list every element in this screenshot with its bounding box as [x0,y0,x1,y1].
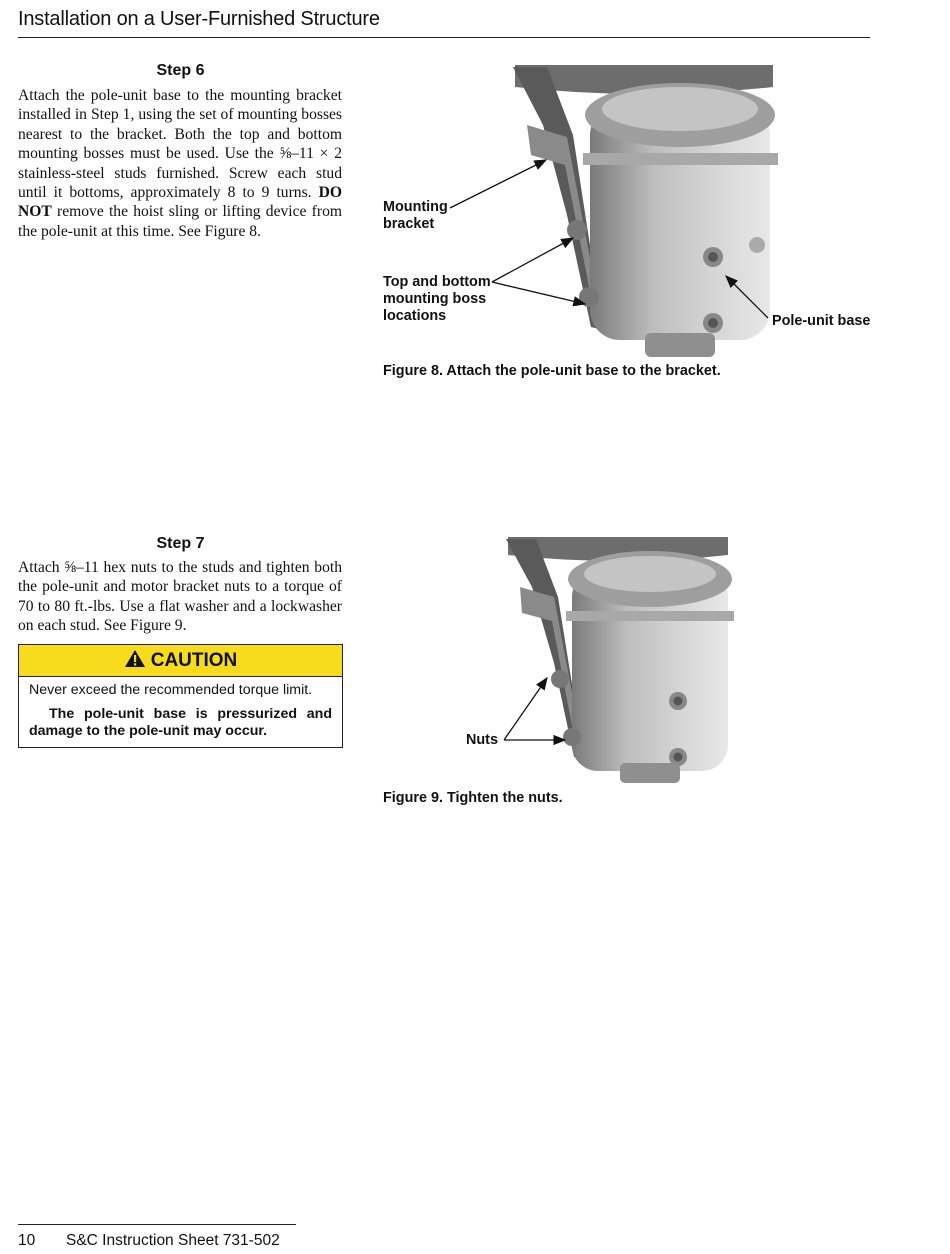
caution-title: CAUTION [150,650,238,671]
warning-triangle-icon [124,647,146,678]
figure-8-caption: Figure 8. Attach the pole-unit base to the bracket. [383,363,721,379]
step-6-heading: Step 6 [156,62,205,79]
label-line: locations [383,308,447,324]
page-header [18,6,870,38]
figure-9-label-nuts: Nuts [466,732,498,748]
caution-line-2: The pole-unit base is pressurized and damage to the pole-unit may occur. [29,705,332,739]
document-id: S&C Instruction Sheet 731-502 [66,1232,280,1249]
caution-line-1: Never exceed the recommended torque limit. [29,682,313,698]
caution-box [18,644,343,748]
caution-header [19,645,342,677]
label-line: Top and bottom [383,274,491,290]
figure-9-caption: Figure 9. Tighten the nuts. [383,790,563,806]
step-7-text: Attach ⅝–11 hex nuts to the studs and tighten both the pole-unit and motor bracket nuts to a torque of 70 to 80 ft.-lbs. Use a flat washer and a lockwasher on each stud. See Figure 9. [18,559,342,635]
step-6-text-emphasis: DO NOT [18,184,342,221]
figure-9-callout-arrows [495,670,595,760]
page-title: Installation on a User-Furnished Structure [18,8,380,30]
label-line: Mounting [383,199,448,215]
step-6-text [18,86,342,241]
step-7-heading: Step 7 [156,535,205,552]
page-number: 10 [18,1232,36,1249]
figure-8-label-pole-unit-base: Pole-unit base [772,313,871,329]
step-6-text-a: Attach the pole-unit base to the mounting bracket installed in Step 1, using the set of mounting bosses nearest to the bracket. Both the top and bottom mounting bosses must be used. Use the ⅝–11 × 2 stainless-steel studs furnished. Screw each stud until it bottoms, approximately 8 to 9 turns. [18,87,342,202]
step-6-text-b: remove the hoist sling or lifting device from the pole-unit at this time. See Figure 8. [18,203,342,240]
figure-8-label-mounting-bracket [383,199,448,233]
label-line: mounting boss [383,291,487,307]
caution-body [19,677,342,741]
label-line: bracket [383,216,435,232]
footer-rule [18,1224,296,1225]
figure-8-label-mounting-boss [383,274,491,325]
